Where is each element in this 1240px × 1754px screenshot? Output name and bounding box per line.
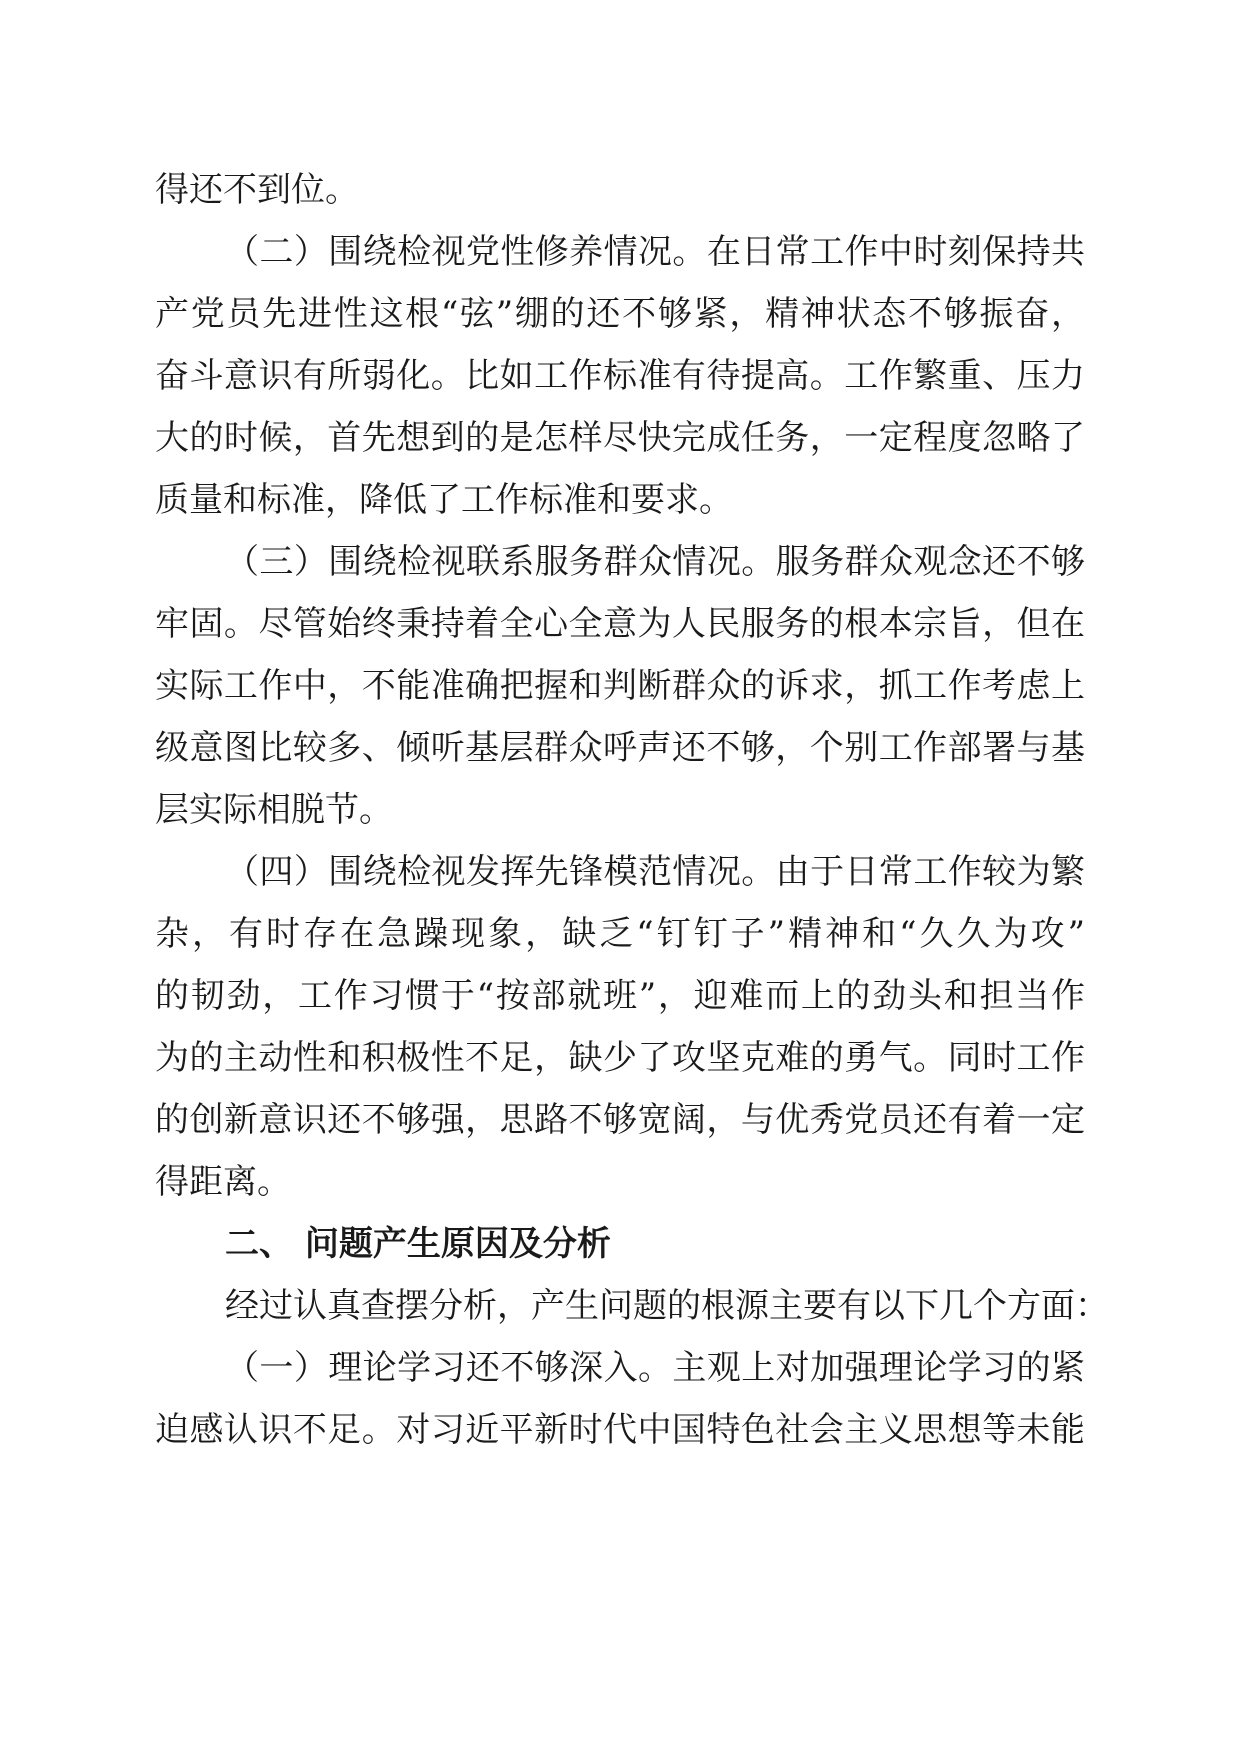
paragraph-line: 层实际相脱节。	[155, 790, 393, 830]
paragraph-line: 迫感认识不足。对习近平新时代中国特色社会主义思想等未能	[155, 1410, 1085, 1450]
paragraph-line: 实际工作中，不能准确把握和判断群众的诉求，抓工作考虑上	[155, 666, 1085, 706]
paragraph-line: 质量和标准，降低了工作标准和要求。	[155, 480, 733, 520]
paragraph-line: 杂，有时存在急躁现象，缺乏“钉钉子”精神和“久久为攻”	[155, 914, 1085, 954]
section-heading-line: （一）理论学习还不够深入。主观上对加强理论学习的紧	[225, 1348, 1085, 1388]
paragraph-line: 的韧劲，工作习惯于“按部就班”，迎难而上的劲头和担当作	[155, 976, 1085, 1016]
paragraph-line: 的创新意识还不够强，思路不够宽阔，与优秀党员还有着一定	[155, 1100, 1085, 1140]
paragraph-line: 级意图比较多、倾听基层群众呼声还不够，个别工作部署与基	[155, 728, 1085, 768]
section-heading-line: （二）围绕检视党性修养情况。在日常工作中时刻保持共	[225, 232, 1085, 272]
paragraph-line: 奋斗意识有所弱化。比如工作标准有待提高。工作繁重、压力	[155, 356, 1085, 396]
paragraph-line: 产党员先进性这根“弦”绷的还不够紧，精神状态不够振奋，	[155, 294, 1085, 334]
paragraph-line: 经过认真查摆分析，产生问题的根源主要有以下几个方面：	[225, 1286, 1109, 1326]
paragraph-line: 大的时候，首先想到的是怎样尽快完成任务，一定程度忽略了	[155, 418, 1085, 458]
paragraph-line: 得距离。	[155, 1162, 291, 1202]
paragraph-line: 得还不到位。	[155, 170, 359, 210]
paragraph-line: 牢固。尽管始终秉持着全心全意为人民服务的根本宗旨，但在	[155, 604, 1085, 644]
section-heading-line: （三）围绕检视联系服务群众情况。服务群众观念还不够	[225, 542, 1085, 582]
section-heading-line: （四）围绕检视发挥先锋模范情况。由于日常工作较为繁	[225, 852, 1085, 892]
paragraph-line: 为的主动性和积极性不足，缺少了攻坚克难的勇气。同时工作	[155, 1038, 1085, 1078]
chapter-heading: 二、 问题产生原因及分析	[225, 1224, 611, 1264]
